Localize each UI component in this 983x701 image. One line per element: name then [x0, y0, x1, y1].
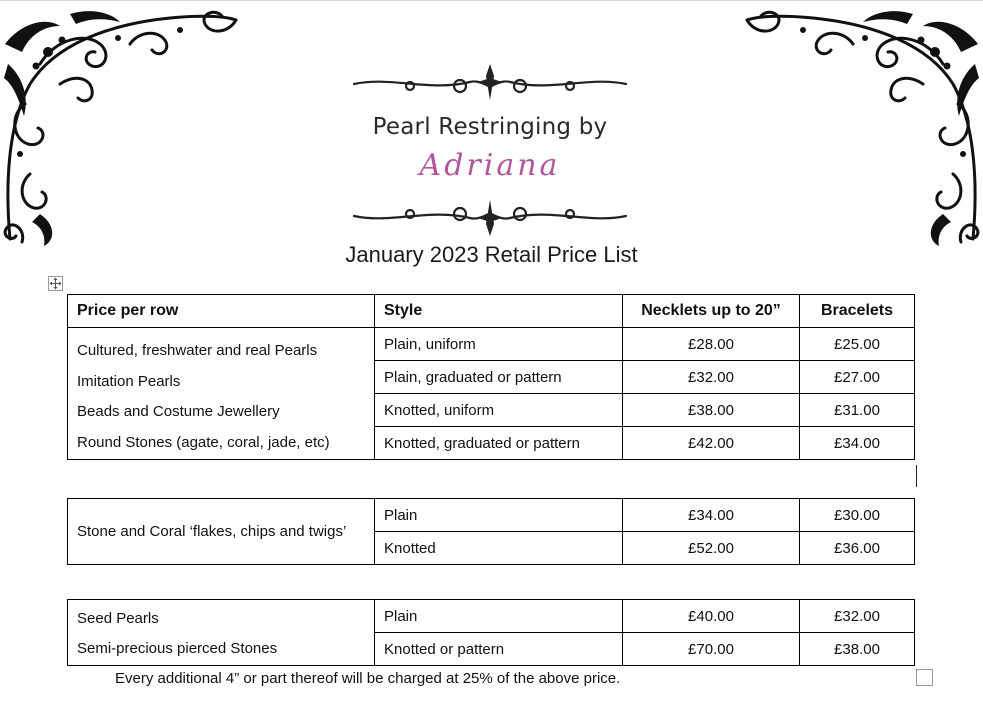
flourish-top-icon: [350, 62, 630, 102]
page-title: January 2023 Retail Price List: [345, 242, 638, 267]
category-cell: [68, 600, 375, 666]
necklet-price: £40.00: [623, 600, 800, 633]
style-cell: Plain: [375, 499, 623, 532]
bracelet-price: £31.00: [800, 394, 915, 427]
flourish-bottom-icon: [350, 198, 630, 238]
table-resize-handle-icon[interactable]: [916, 669, 933, 686]
necklet-price: £38.00: [623, 394, 800, 427]
header-bracelets: Bracelets: [800, 295, 915, 328]
table-row: [68, 600, 915, 633]
corner-ornament-right-icon: [743, 4, 983, 249]
necklet-price: £42.00: [623, 427, 800, 460]
move-arrows-icon: [49, 277, 62, 290]
text-cursor: [916, 465, 917, 487]
style-cell: Knotted, uniform: [375, 394, 623, 427]
necklet-price: £52.00: [623, 532, 800, 565]
bracelet-price: £34.00: [800, 427, 915, 460]
bracelet-price: £38.00: [800, 633, 915, 666]
style-cell: Knotted: [375, 532, 623, 565]
table-row: [68, 499, 915, 532]
category-item: Seed Pearls: [77, 609, 159, 627]
category-item: Cultured, freshwater and real Pearls: [77, 342, 318, 359]
bracelet-price: £25.00: [800, 328, 915, 361]
page-top-border: [0, 0, 983, 1]
style-cell: Knotted, graduated or pattern: [375, 427, 623, 460]
table-move-handle-icon[interactable]: [48, 276, 63, 291]
table-header-row: [68, 295, 915, 328]
price-table-seed: [67, 599, 915, 666]
style-cell: Plain, graduated or pattern: [375, 361, 623, 394]
category-item: Imitation Pearls: [77, 372, 181, 390]
necklet-price: £70.00: [623, 633, 800, 666]
style-cell: Plain, uniform: [375, 328, 623, 361]
table-row: [68, 328, 915, 361]
necklet-price: £32.00: [623, 361, 800, 394]
category-cell: Stone and Coral ‘flakes, chips and twigs’: [68, 499, 375, 565]
header-style: Style: [375, 295, 623, 328]
bracelet-price: £30.00: [800, 499, 915, 532]
necklet-price: £28.00: [623, 328, 800, 361]
brand-line-1: Pearl Restringing by: [372, 114, 608, 140]
necklet-price: £34.00: [623, 499, 800, 532]
bracelet-price: £27.00: [800, 361, 915, 394]
header-price-per-row: Price per row: [68, 295, 375, 328]
header-necklets: Necklets up to 20”: [623, 295, 800, 328]
price-table-flakes: [67, 498, 915, 565]
brand-line-2: Adriana: [419, 148, 561, 183]
bracelet-price: £32.00: [800, 600, 915, 633]
corner-ornament-left-icon: [0, 4, 240, 249]
category-item: Beads and Costume Jewellery: [77, 403, 280, 420]
category-item: Round Stones (agate, coral, jade, etc): [77, 433, 330, 451]
brand-logo: [350, 62, 630, 237]
category-cell: [68, 328, 375, 460]
price-table-main: [67, 294, 915, 460]
category-item: Semi-precious pierced Stones: [77, 640, 278, 657]
bracelet-price: £36.00: [800, 532, 915, 565]
style-cell: Plain: [375, 600, 623, 633]
style-cell: Knotted or pattern: [375, 633, 623, 666]
footnote: Every additional 4” or part thereof will be charged at 25% of the above price.: [115, 670, 621, 687]
